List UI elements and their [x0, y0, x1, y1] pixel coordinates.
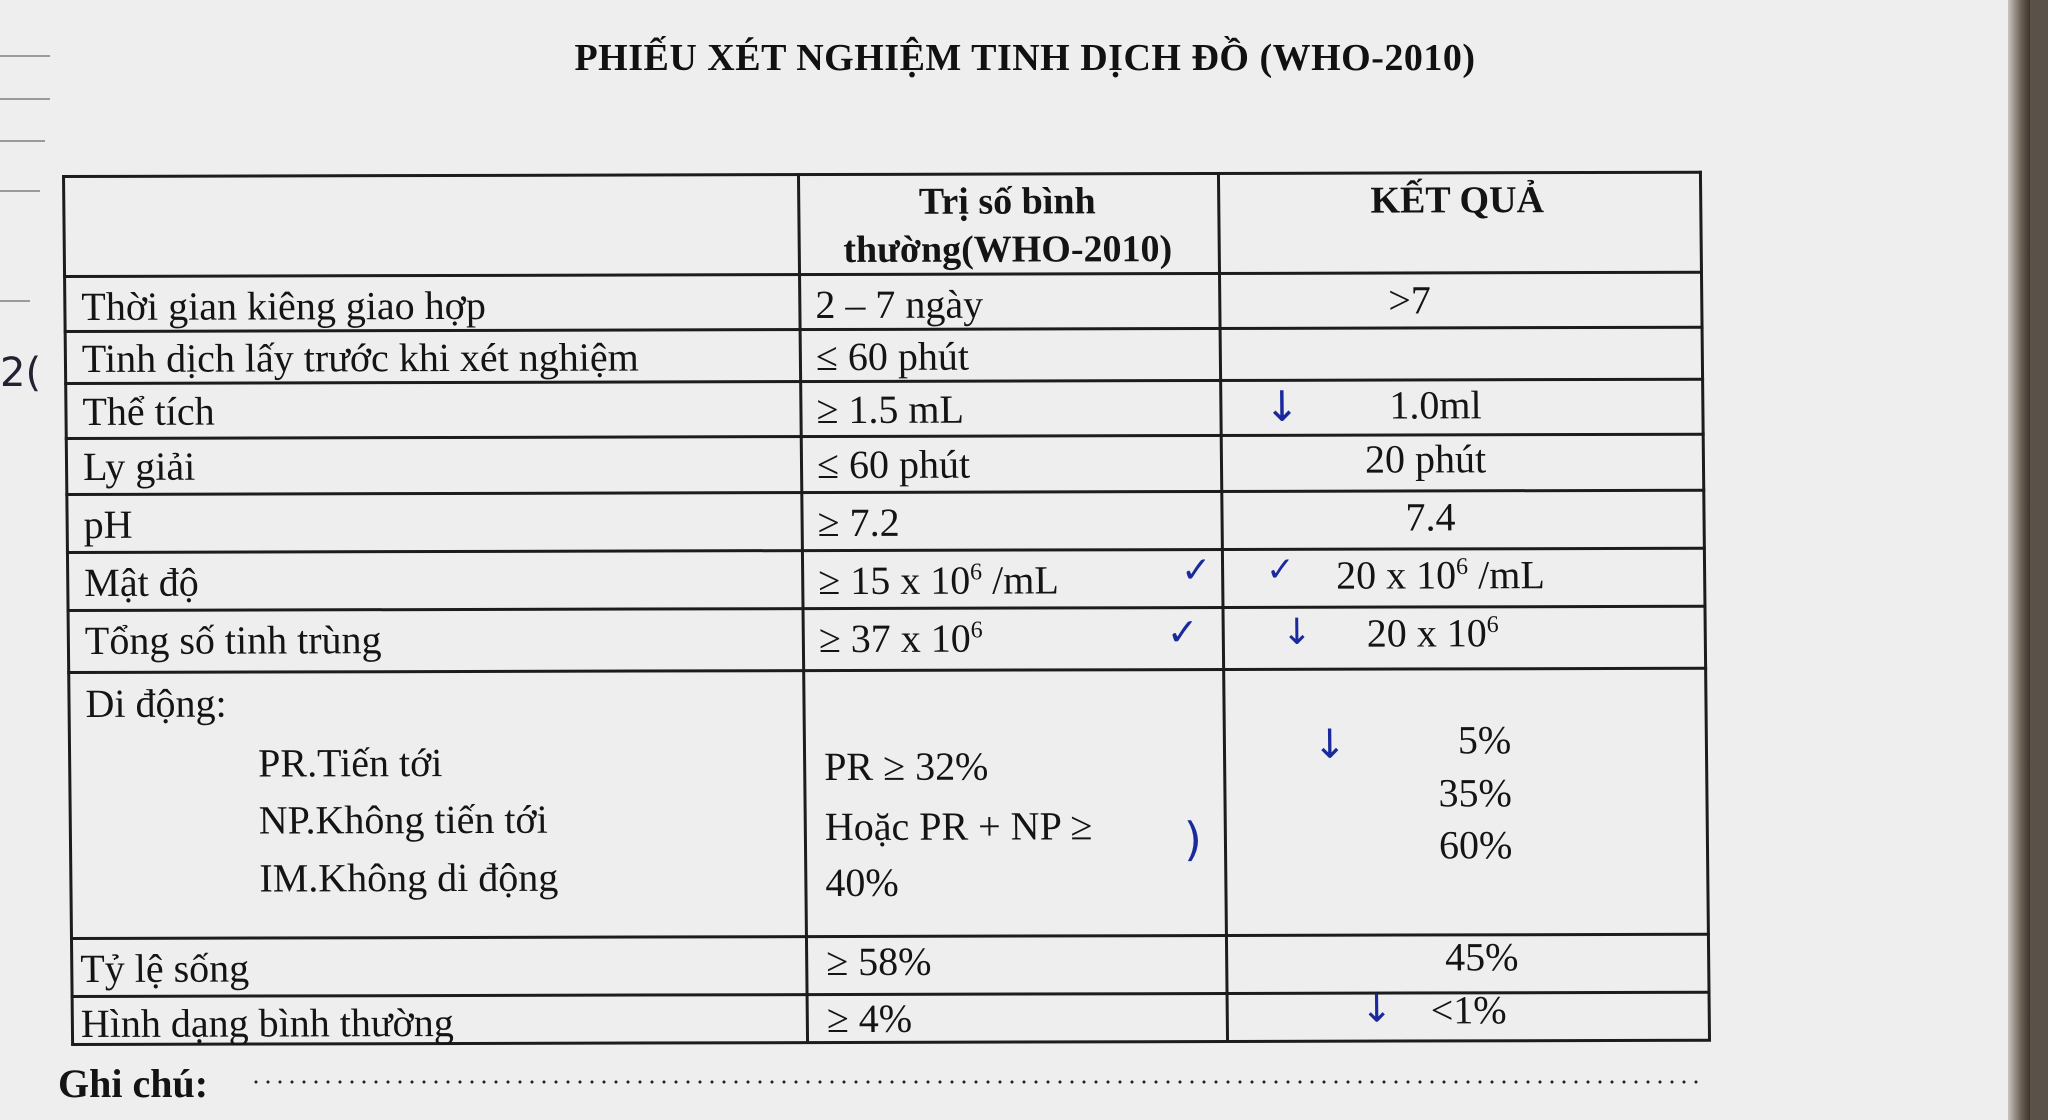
page-stack-line — [0, 98, 50, 100]
motility-sub-label: NP.Không tiến tới — [258, 796, 548, 843]
row-result: 20 x $10^6$ /mL — [1335, 552, 1546, 598]
motility-sub-label: PR.Tiến tới — [257, 740, 443, 786]
row-normal: ≥ 15 x $10^6$ /mL — [817, 557, 1060, 604]
arrow-down-icon: ↓ — [1360, 986, 1393, 1031]
tick-icon: ✓ — [1166, 610, 1199, 655]
row-result: 7.4 — [1405, 494, 1456, 540]
table-border — [67, 667, 1707, 674]
margin-handwriting: 2( — [0, 350, 42, 396]
arrow-down-icon: ↓ — [1312, 721, 1347, 768]
row-result: 45% — [1444, 934, 1519, 980]
row-normal: ≥ 1.5 mL — [816, 386, 965, 433]
row-normal: ≤ 60 phút — [815, 333, 970, 380]
row-normal: ≥ 7.2 — [817, 499, 900, 546]
page-stack-line — [0, 190, 40, 192]
row-label: pH — [83, 501, 133, 547]
table-border — [65, 489, 1705, 496]
motility-normal: PR ≥ 32% — [823, 743, 989, 790]
arrow-down-icon: ↓ — [1281, 611, 1313, 653]
row-result: 20 x $10^6$ — [1366, 610, 1499, 656]
row-label: Hình dạng bình thường — [80, 1000, 454, 1046]
row-normal: ≥ 4% — [826, 995, 913, 1042]
row-label: Di động: — [85, 680, 227, 726]
note-label: Ghi chú: — [58, 1061, 209, 1106]
note-dotted-line — [250, 1080, 1700, 1084]
row-result: 1.0ml — [1389, 382, 1482, 428]
row-label: Tổng số tinh trùng — [84, 617, 382, 663]
row-label: Thể tích — [82, 388, 215, 434]
motility-result: 60% — [1438, 822, 1513, 868]
row-normal: ≥ 58% — [825, 938, 932, 985]
motility-normal: Hoặc PR + NP ≥ — [824, 803, 1093, 850]
motility-result: 35% — [1438, 770, 1512, 816]
tick-icon: ✓ — [1180, 550, 1212, 592]
motility-result: 5% — [1457, 717, 1512, 763]
row-label: Tỷ lệ sống — [80, 945, 250, 991]
row-normal: ≥ 37 x $10^6$ — [818, 615, 983, 662]
bracket-mark: ) — [1183, 812, 1203, 867]
header-result: KẾT QUẢ — [1370, 179, 1545, 222]
page-title: PHIẾU XÉT NGHIỆM TINH DỊCH ĐỒ (WHO-2010) — [574, 37, 1476, 79]
row-label: Ly giải — [82, 443, 196, 489]
row-result: 20 phút — [1364, 436, 1487, 482]
row-result: >7 — [1388, 277, 1432, 323]
header-normal-range: Trị số bình thường(WHO-2010) — [843, 180, 1173, 271]
row-label: Thời gian kiêng giao hợp — [81, 282, 487, 329]
row-result: <1% — [1430, 987, 1507, 1033]
page-stack-line — [0, 300, 30, 302]
page-stack-line — [0, 140, 45, 142]
row-normal: 2 – 7 ngày — [815, 281, 984, 328]
tick-icon: ✓ — [1265, 549, 1295, 590]
arrow-down-icon: ↓ — [1264, 381, 1300, 431]
motility-normal: 40% — [825, 859, 899, 906]
row-label: Tinh dịch lấy trước khi xét nghiệm — [81, 334, 639, 381]
sheet-edge — [2008, 0, 2030, 1120]
row-label: Mật độ — [84, 559, 199, 605]
page-stack-line — [0, 55, 50, 57]
results-table — [62, 171, 1711, 1045]
motility-sub-label: IM.Không di động — [259, 854, 559, 901]
row-normal: ≤ 60 phút — [816, 441, 971, 488]
